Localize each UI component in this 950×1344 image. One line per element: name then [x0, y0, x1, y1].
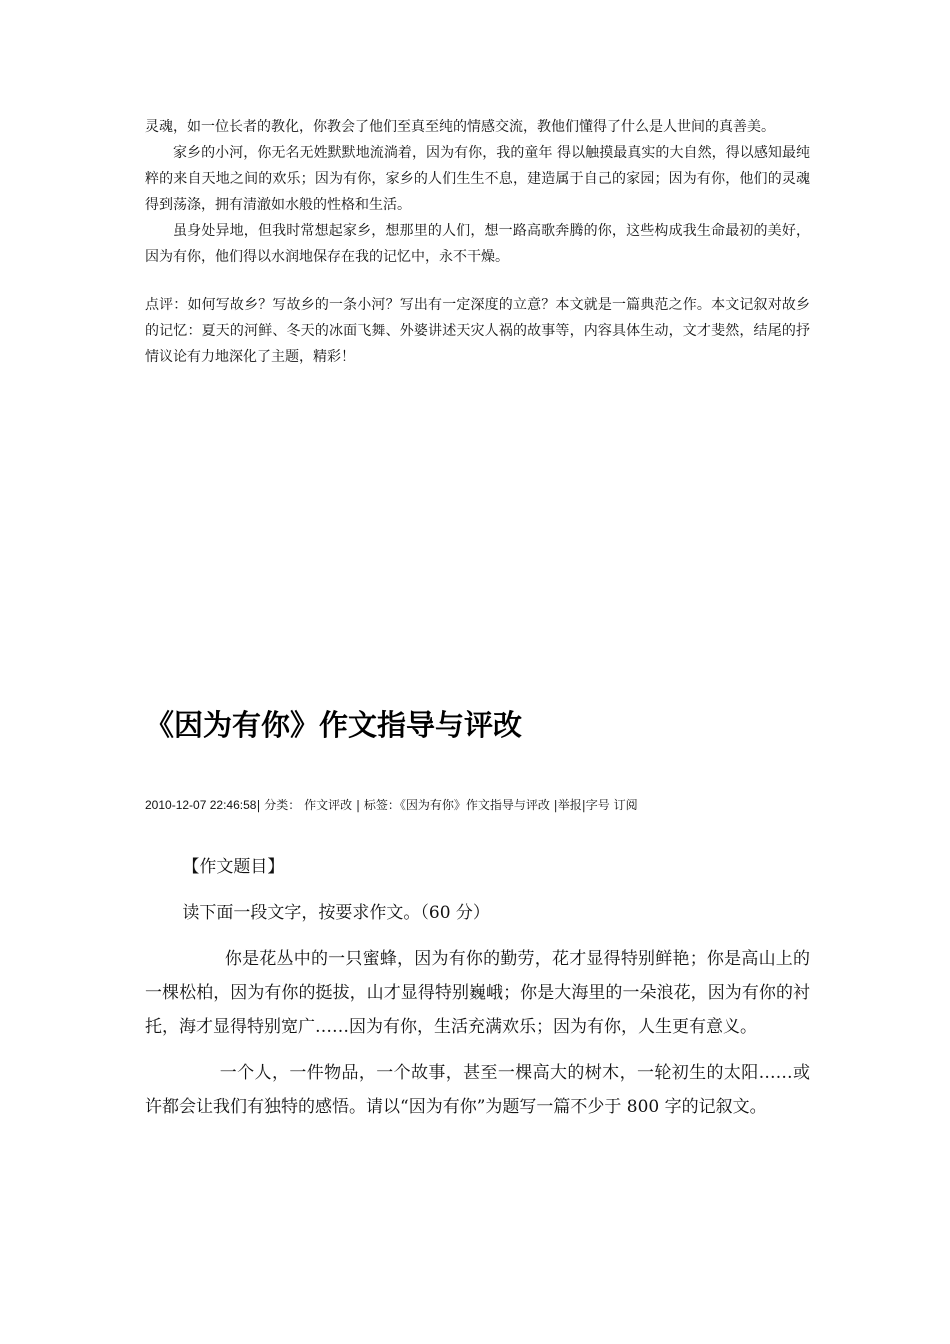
font-size-link[interactable]: 字号 — [585, 798, 610, 812]
prompt-paragraph-1: 你是花丛中的一只蜜蜂，因为有你的勤劳，花才显得特别鲜艳；你是高山上的一棵松柏，因为有你的挺拔，山才显得特别巍峨；你是大海里的一朵浪花，因为有你的衬托，海才显得特别宽广……因为有你，生活充满欢乐；因为有你，人生更有意义。 — [145, 949, 810, 1037]
article-body — [145, 850, 810, 1124]
meta-separator: | — [256, 798, 265, 812]
essay-comment: 点评：如何写故乡？写故乡的一条小河？写出有一定深度的立意？本文就是一篇典范之作。本文记叙对故乡的记忆：夏天的河鲜、冬天的冰面飞舞、外婆讲述天灾人祸的故事等，内容具体生动，文才斐然，结尾的抒情议论有力地深化了主题，精彩！ — [145, 297, 810, 365]
essay-paragraph-river: 家乡的小河，你无名无姓默默地流淌着，因为有你，我的童年 得以触摸最真实的大自然，得以感知最纯粹的来自天地之间的欢乐；因为有你，家乡的人们生生不息，建造属于自己的家园；因为有你，他们的灵魂得到荡涤，拥有清澈如水般的性格和生活。 — [145, 145, 810, 213]
meta-separator: | — [549, 798, 558, 812]
article-meta — [145, 795, 810, 815]
report-link[interactable]: 举报 — [557, 798, 582, 812]
tags-label: 标签： — [363, 798, 400, 812]
prompt-paragraph-2: 一个人，一件物品，一个故事，甚至一棵高大的树木，一轮初生的太阳……或许都会让我们有独特的感悟。请以“因为有你”为题写一篇不少于 800 字的记叙文。 — [145, 1063, 810, 1117]
post-datetime: 2010-12-07 22:46:58 — [145, 798, 257, 812]
tag-link[interactable]: 《因为有你》作文指导与评改 — [399, 798, 550, 812]
meta-separator: | — [581, 798, 586, 812]
section-heading: 【作文题目】 — [182, 857, 285, 877]
instruction-line: 读下面一段文字，按要求作文。（60 分） — [182, 903, 490, 923]
essay-paragraph-continuation: 灵魂，如一位长者的教化，你教会了他们至真至纯的情感交流，教他们懂得了什么是人世间的真善美。 — [145, 119, 775, 135]
essay-paragraph-hometown: 虽身处异地，但我时常想起家乡，想那里的人们，想一路高歌奔腾的你，这些构成我生命最初的美好，因为有你，他们得以水润地保存在我的记忆中，永不干燥。 — [145, 223, 810, 265]
subscribe-link[interactable]: 订阅 — [609, 798, 638, 812]
meta-separator: | — [352, 798, 364, 812]
article-title: 《因为有你》作文指导与评改 — [145, 708, 523, 742]
category-label: 分类： — [264, 798, 301, 812]
essay-ending-section — [145, 114, 810, 370]
category-link[interactable]: 作文评改 — [300, 798, 353, 812]
